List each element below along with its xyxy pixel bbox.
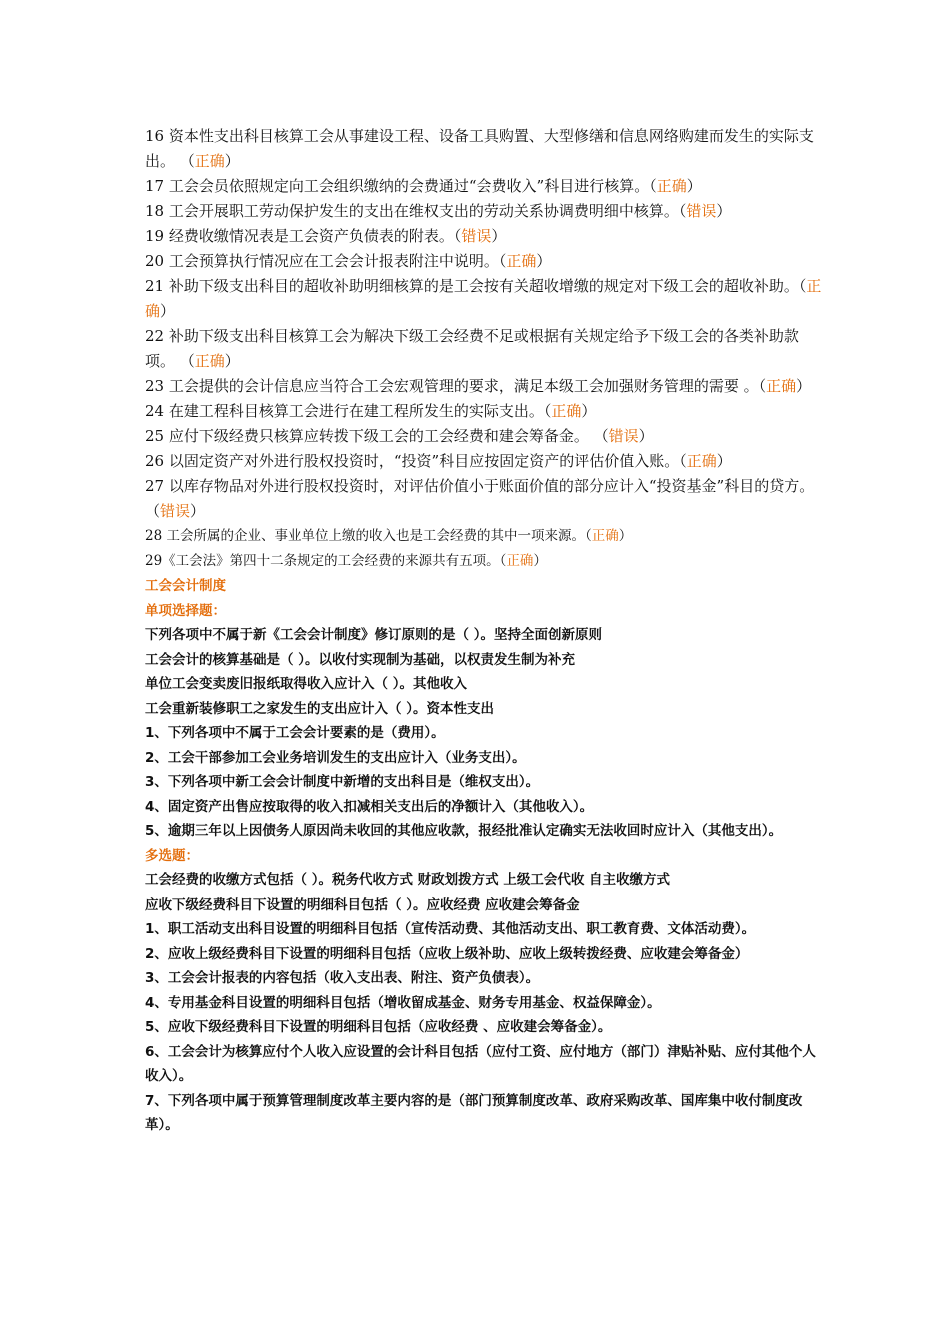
answer-correct: 正确 (506, 252, 537, 270)
tf-item-16: 16 资本性支出科目核算工会从事建设工程、设备工具购置、大型修缮和信息网络购建而发生的实际支出。 （正确） (145, 127, 814, 170)
answer-correct: 正确 (145, 277, 822, 320)
list-item: 4、固定资产出售应按取得的收入扣减相关支出后的净额计入（其他收入）。 (145, 798, 594, 815)
list-item: 2、应收上级经费科目下设置的明细科目包括（应收上级补助、应收上级转拨经费、应收建会筹备金） (145, 945, 749, 962)
list-item: 7、下列各项中属于预算管理制度改革主要内容的是（部门预算制度改革、政府采购改革、国库集中收付制度改革）。 (145, 1092, 803, 1133)
tf-item-23: 23 工会提供的会计信息应当符合工会宏观管理的要求，满足本级工会加强财务管理的需要 。（正确） (145, 377, 812, 395)
tf-item-29: 29《工会法》第四十二条规定的工会经费的来源共有五项。（正确） (145, 553, 547, 569)
tf-item-22: 22 补助下级支出科目核算工会为解决下级工会经费不足或根据有关规定给予下级工会的各类补助款项。 （正确） (145, 327, 799, 370)
true-false-list (145, 124, 825, 574)
answer-correct: 正确 (686, 452, 717, 470)
list-item: 5、逾期三年以上因债务人原因尚未收回的其他应收款，报经批准认定确实无法收回时应计入（其他支出）。 (145, 823, 783, 839)
answer-correct: 正确 (656, 177, 687, 195)
list-item: 1、下列各项中不属于工会会计要素的是（费用）。 (145, 725, 445, 741)
single-choice-list (145, 623, 825, 844)
tf-item-21: 21 补助下级支出科目的超收补助明细核算的是工会按有关超收增缴的规定对下级工会的超收补助。（正确） (145, 277, 822, 320)
list-item: 2、工会干部参加工会业务培训发生的支出应计入（业务支出）。 (145, 749, 526, 766)
answer-wrong: 错误 (461, 227, 492, 245)
tf-item-27: 27 以库存物品对外进行股权投资时，对评估价值小于账面价值的部分应计入“投资基金”科目的贷方。（错误） (145, 477, 815, 520)
tf-item-20: 20 工会预算执行情况应在工会会计报表附注中说明。（正确） (145, 252, 552, 270)
tf-item-26: 26 以固定资产对外进行股权投资时，“投资”科目应按固定资产的评估价值入账。（正确） (145, 452, 732, 470)
list-item: 1、职工活动支出科目设置的明细科目包括（宣传活动费、其他活动支出、职工教育费、文体活动费）。 (145, 921, 756, 937)
answer-correct: 正确 (551, 402, 582, 420)
answer-correct: 正确 (766, 377, 797, 395)
tf-item-28: 28 工会所属的企业、事业单位上缴的收入也是工会经费的其中一项来源。（正确） (145, 528, 633, 544)
list-item: 下列各项中不属于新《工会会计制度》修订原则的是（ ）。坚持全面创新原则 (145, 627, 602, 643)
list-item: 5、应收下级经费科目下设置的明细科目包括（应收经费 、应收建会筹备金）。 (145, 1019, 612, 1035)
tf-item-17: 17 工会会员依照规定向工会组织缴纳的会费通过“会费收入”科目进行核算。（正确） (145, 177, 702, 195)
list-item: 6、工会会计为核算应付个人收入应设置的会计科目包括（应付工资、应付地方（部门）津贴补贴、应付其他个人收入）。 (145, 1043, 816, 1084)
tf-item-24: 24 在建工程科目核算工会进行在建工程所发生的实际支出。（正确） (145, 402, 597, 420)
answer-correct: 正确 (194, 352, 225, 370)
list-item: 3、下列各项中新工会会计制度中新增的支出科目是（维权支出）。 (145, 774, 540, 790)
tf-item-18: 18 工会开展职工劳动保护发生的支出在维权支出的劳动关系协调费明细中核算。（错误） (145, 202, 732, 220)
answer-wrong: 错误 (686, 202, 717, 220)
multi-choice-heading: 多选题： (145, 847, 199, 864)
document-content (145, 124, 825, 1138)
list-item: 工会经费的收缴方式包括（ ）。税务代收方式 财政划拨方式 上级工会代收 自主收缴方式 (145, 872, 671, 888)
answer-correct: 正确 (506, 553, 534, 569)
list-item: 4、专用基金科目设置的明细科目包括（增收留成基金、财务专用基金、权益保障金）。 (145, 994, 661, 1011)
single-choice-heading: 单项选择题： (145, 602, 226, 619)
section-title: 工会会计制度 (145, 578, 226, 594)
answer-wrong: 错误 (160, 502, 191, 520)
list-item: 应收下级经费科目下设置的明细科目包括（ ）。应收经费 应收建会筹备金 (145, 896, 580, 913)
list-item: 工会重新装修职工之家发生的支出应计入（ ）。资本性支出 (145, 700, 494, 717)
tf-item-25: 25 应付下级经费只核算应转拨下级工会的工会经费和建会筹备金。 （错误） (145, 427, 654, 445)
list-item: 3、工会会计报表的内容包括（收入支出表、附注、资产负债表）。 (145, 970, 540, 986)
answer-correct: 正确 (591, 528, 619, 544)
tf-item-19: 19 经费收缴情况表是工会资产负债表的附表。（错误） (145, 227, 507, 245)
answer-wrong: 错误 (608, 427, 639, 445)
list-item: 工会会计的核算基础是（ ）。以收付实现制为基础，以权责发生制为补充 (145, 651, 575, 668)
multi-choice-list (145, 868, 825, 1138)
answer-correct: 正确 (194, 152, 225, 170)
list-item: 单位工会变卖废旧报纸取得收入应计入（ ）。其他收入 (145, 676, 467, 692)
